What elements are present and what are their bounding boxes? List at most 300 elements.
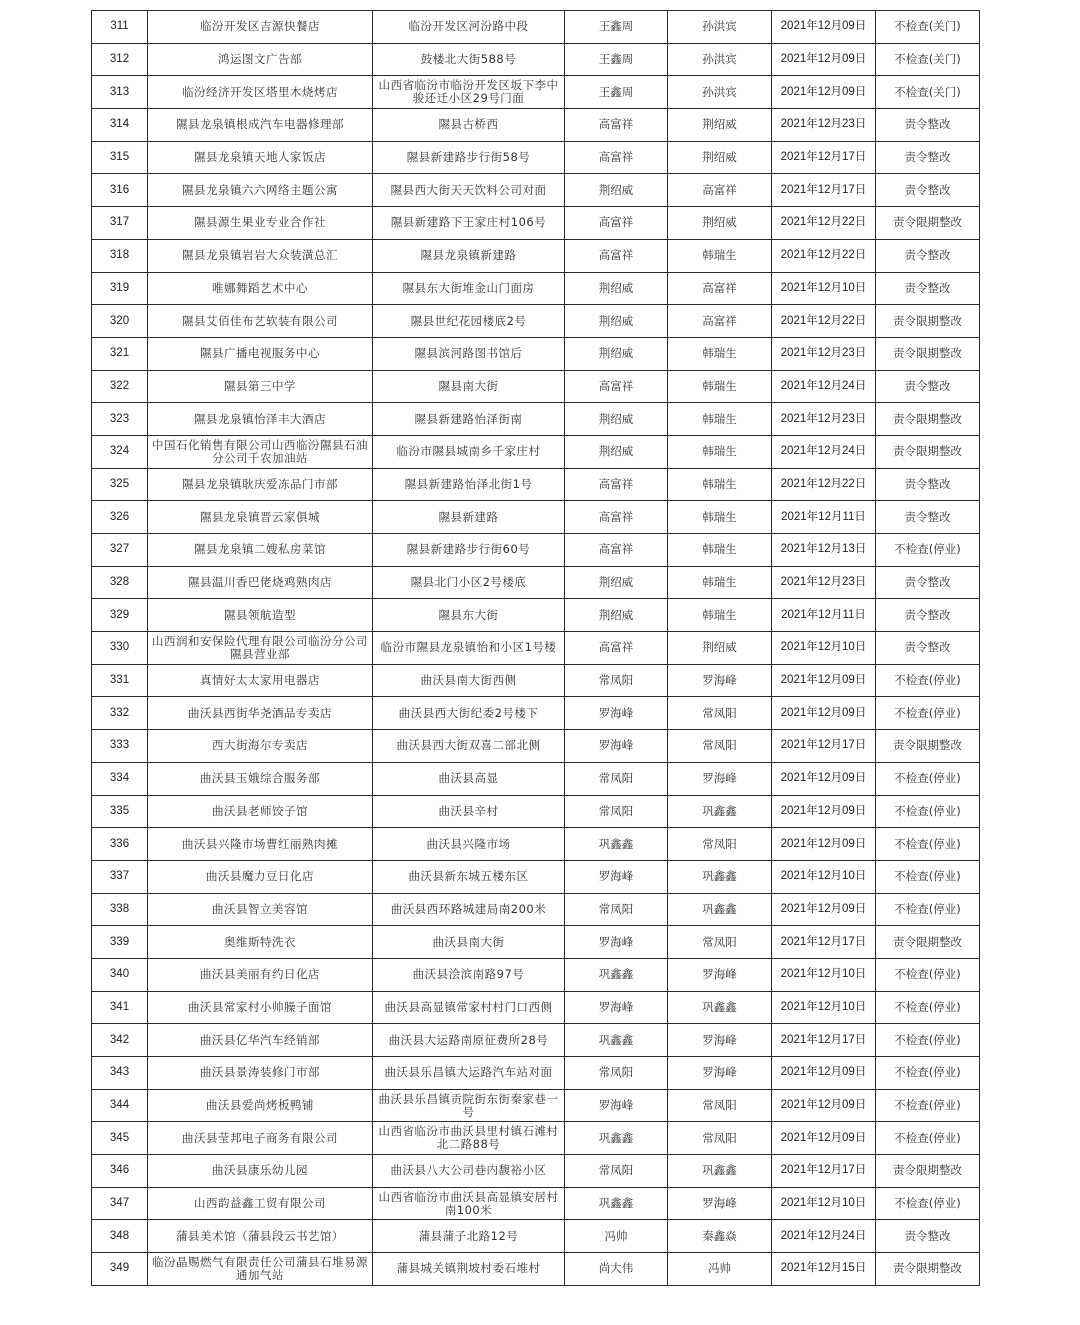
business-name: 隰县龙泉镇二嫂私房菜馆 [148,534,373,567]
business-name: 曲沃县景涛装修门市部 [148,1057,373,1090]
table-row [92,11,980,44]
inspection-date: 2021年12月09日 [772,828,876,861]
inspection-table [91,10,980,1286]
inspection-date: 2021年12月23日 [772,109,876,142]
inspector-secondary: 常凤阳 [668,926,772,959]
business-name: 西大街海尔专卖店 [148,730,373,763]
inspector-secondary: 罗海峰 [668,664,772,697]
row-number: 341 [92,991,148,1024]
table-row [92,566,980,599]
business-name: 山西韵益鑫工贸有限公司 [148,1187,373,1220]
business-address: 隰县南大街 [373,370,565,403]
inspection-result: 不检查(停业) [876,795,980,828]
inspection-result: 责令限期整改 [876,1253,980,1286]
business-name: 临汾开发区吉源快餐店 [148,11,373,44]
inspector-primary: 荆绍威 [565,566,668,599]
table-row [92,762,980,795]
row-number: 315 [92,141,148,174]
inspection-date: 2021年12月10日 [772,991,876,1024]
table-row [92,1122,980,1155]
inspector-primary: 常凤阳 [565,893,668,926]
inspection-result: 不检查(停业) [876,991,980,1024]
row-number: 316 [92,174,148,207]
inspection-result: 责令限期整改 [876,435,980,468]
row-number: 322 [92,370,148,403]
inspection-result: 责令限期整改 [876,926,980,959]
inspector-secondary: 常凤阳 [668,1089,772,1122]
business-name: 唯娜舞蹈艺术中心 [148,272,373,305]
inspection-date: 2021年12月09日 [772,1122,876,1155]
inspector-secondary: 高富祥 [668,272,772,305]
inspection-result: 责令限期整改 [876,730,980,763]
business-address: 曲沃县浍滨南路97号 [373,958,565,991]
inspector-secondary: 孙洪宾 [668,76,772,109]
business-name: 蒲县美术馆（蒲县段云书艺馆） [148,1220,373,1253]
inspection-result: 责令限期整改 [876,337,980,370]
inspection-date: 2021年12月22日 [772,468,876,501]
inspection-result: 责令整改 [876,141,980,174]
inspector-primary: 荆绍威 [565,337,668,370]
table-row [92,43,980,76]
inspection-result: 责令限期整改 [876,207,980,240]
business-name: 隰县艾佰佳布艺软装有限公司 [148,305,373,338]
business-address: 曲沃县大运路南原征费所28号 [373,1024,565,1057]
inspector-secondary: 荆绍威 [668,109,772,142]
row-number: 334 [92,762,148,795]
inspector-secondary: 荆绍威 [668,207,772,240]
business-address: 隰县新建路步行街60号 [373,534,565,567]
inspection-date: 2021年12月22日 [772,305,876,338]
inspector-primary: 高富祥 [565,109,668,142]
business-name: 真情好太太家用电器店 [148,664,373,697]
inspection-result: 不检查(关门) [876,76,980,109]
row-number: 320 [92,305,148,338]
inspector-primary: 罗海峰 [565,1089,668,1122]
row-number: 333 [92,730,148,763]
inspector-secondary: 韩瑞生 [668,534,772,567]
inspector-primary: 荆绍威 [565,599,668,632]
inspection-date: 2021年12月10日 [772,860,876,893]
inspection-result: 责令整改 [876,370,980,403]
inspector-secondary: 常凤阳 [668,697,772,730]
inspector-primary: 荆绍威 [565,435,668,468]
table-row [92,926,980,959]
inspector-primary: 高富祥 [565,632,668,665]
business-name: 曲沃县常家村小帅臊子面馆 [148,991,373,1024]
row-number: 318 [92,239,148,272]
table-row [92,272,980,305]
inspection-date: 2021年12月09日 [772,795,876,828]
business-name: 隰县龙泉镇耿庆爱冻品门市部 [148,468,373,501]
business-address: 曲沃县西大街双喜二部北侧 [373,730,565,763]
inspection-date: 2021年12月17日 [772,926,876,959]
inspection-date: 2021年12月24日 [772,370,876,403]
inspection-date: 2021年12月09日 [772,762,876,795]
row-number: 335 [92,795,148,828]
inspection-result: 责令整改 [876,272,980,305]
business-name: 鸿运图文广告部 [148,43,373,76]
business-address: 隰县西大街天天饮料公司对面 [373,174,565,207]
row-number: 349 [92,1253,148,1286]
table-row [92,958,980,991]
inspection-date: 2021年12月23日 [772,566,876,599]
inspector-primary: 巩鑫鑫 [565,958,668,991]
inspection-date: 2021年12月17日 [772,141,876,174]
business-address: 临汾市隰县城南乡千家庄村 [373,435,565,468]
inspector-primary: 高富祥 [565,207,668,240]
row-number: 342 [92,1024,148,1057]
inspector-secondary: 罗海峰 [668,1187,772,1220]
inspector-primary: 冯帅 [565,1220,668,1253]
inspector-primary: 高富祥 [565,501,668,534]
inspector-secondary: 韩瑞生 [668,239,772,272]
inspector-secondary: 巩鑫鑫 [668,795,772,828]
row-number: 332 [92,697,148,730]
inspector-primary: 巩鑫鑫 [565,1024,668,1057]
inspector-primary: 罗海峰 [565,697,668,730]
inspector-secondary: 韩瑞生 [668,370,772,403]
inspection-date: 2021年12月23日 [772,403,876,436]
business-address: 隰县滨河路图书馆后 [373,337,565,370]
inspector-secondary: 高富祥 [668,305,772,338]
business-name: 隰县龙泉镇根成汽车电器修理部 [148,109,373,142]
inspector-secondary: 罗海峰 [668,958,772,991]
inspector-secondary: 孙洪宾 [668,43,772,76]
inspector-secondary: 常凤阳 [668,828,772,861]
row-number: 317 [92,207,148,240]
business-name: 临汾晶赐燃气有限责任公司蒲县石堆易源通加气站 [148,1253,373,1286]
inspection-result: 责令整改 [876,239,980,272]
business-name: 山西润和安保险代理有限公司临汾分公司隰县营业部 [148,632,373,665]
inspector-secondary: 巩鑫鑫 [668,991,772,1024]
business-name: 曲沃县智立美容馆 [148,893,373,926]
inspection-date: 2021年12月09日 [772,664,876,697]
row-number: 314 [92,109,148,142]
row-number: 312 [92,43,148,76]
business-name: 曲沃县美丽有约日化店 [148,958,373,991]
table-row [92,991,980,1024]
table-row [92,337,980,370]
table-row [92,305,980,338]
inspector-secondary: 韩瑞生 [668,501,772,534]
inspection-date: 2021年12月09日 [772,11,876,44]
inspection-date: 2021年12月22日 [772,207,876,240]
inspector-primary: 高富祥 [565,534,668,567]
business-name: 曲沃县亿华汽车经销部 [148,1024,373,1057]
table-row [92,1057,980,1090]
row-number: 345 [92,1122,148,1155]
business-address: 曲沃县高显镇常家村村门口西侧 [373,991,565,1024]
inspector-secondary: 韩瑞生 [668,566,772,599]
inspection-result: 不检查(停业) [876,1057,980,1090]
business-name: 奥维斯特洗衣 [148,926,373,959]
inspection-result: 责令限期整改 [876,403,980,436]
inspector-primary: 高富祥 [565,370,668,403]
inspection-date: 2021年12月09日 [772,76,876,109]
table-row [92,1220,980,1253]
inspection-result: 责令整改 [876,566,980,599]
inspection-date: 2021年12月22日 [772,239,876,272]
inspector-primary: 罗海峰 [565,926,668,959]
business-address: 曲沃县南大街西侧 [373,664,565,697]
inspector-primary: 罗海峰 [565,730,668,763]
row-number: 336 [92,828,148,861]
inspection-date: 2021年12月24日 [772,435,876,468]
inspector-secondary: 巩鑫鑫 [668,860,772,893]
business-address: 曲沃县西大街纪委2号楼下 [373,697,565,730]
inspection-result: 责令整改 [876,174,980,207]
row-number: 346 [92,1155,148,1188]
inspector-primary: 巩鑫鑫 [565,828,668,861]
inspection-date: 2021年12月09日 [772,697,876,730]
row-number: 330 [92,632,148,665]
inspector-secondary: 高富祥 [668,174,772,207]
inspector-secondary: 韩瑞生 [668,435,772,468]
inspector-primary: 王鑫周 [565,11,668,44]
inspection-result: 不检查(停业) [876,860,980,893]
row-number: 328 [92,566,148,599]
table-row [92,828,980,861]
inspection-date: 2021年12月10日 [772,1187,876,1220]
row-number: 313 [92,76,148,109]
inspector-secondary: 秦鑫焱 [668,1220,772,1253]
table-row [92,109,980,142]
inspection-result: 责令整改 [876,632,980,665]
business-address: 隰县北门小区2号楼底 [373,566,565,599]
inspector-secondary: 巩鑫鑫 [668,1155,772,1188]
business-name: 隰县源生果业专业合作社 [148,207,373,240]
business-address: 临汾市隰县龙泉镇怡和小区1号楼 [373,632,565,665]
business-address: 山西省临汾市临汾开发区坂下李中骏还迁小区29号门面 [373,76,565,109]
inspection-date: 2021年12月17日 [772,174,876,207]
business-name: 曲沃县西街华尧酒品专卖店 [148,697,373,730]
inspection-date: 2021年12月10日 [772,272,876,305]
business-name: 隰县龙泉镇岩岩大众装潢总汇 [148,239,373,272]
business-address: 曲沃县兴隆市场 [373,828,565,861]
business-address: 临汾开发区河汾路中段 [373,11,565,44]
table-row [92,534,980,567]
business-address: 隰县世纪花园楼底2号 [373,305,565,338]
table-row [92,1187,980,1220]
inspector-primary: 常凤阳 [565,795,668,828]
business-name: 隰县温川香巴佬烧鸡熟肉店 [148,566,373,599]
inspection-date: 2021年12月10日 [772,632,876,665]
business-name: 隰县广播电视服务中心 [148,337,373,370]
table-row [92,1024,980,1057]
inspector-secondary: 常凤阳 [668,1122,772,1155]
inspection-result: 不检查(停业) [876,958,980,991]
inspection-date: 2021年12月10日 [772,958,876,991]
row-number: 343 [92,1057,148,1090]
inspector-primary: 常凤阳 [565,762,668,795]
business-address: 隰县新建路步行街58号 [373,141,565,174]
business-address: 隰县新建路怡泽北街1号 [373,468,565,501]
table-row [92,1089,980,1122]
table-row [92,1253,980,1286]
row-number: 329 [92,599,148,632]
business-address: 曲沃县南大街 [373,926,565,959]
table-row [92,370,980,403]
business-address: 隰县新建路下王家庄村106号 [373,207,565,240]
inspection-result: 不检查(停业) [876,893,980,926]
business-name: 隰县第三中学 [148,370,373,403]
inspection-date: 2021年12月09日 [772,1089,876,1122]
row-number: 340 [92,958,148,991]
inspector-secondary: 巩鑫鑫 [668,893,772,926]
row-number: 311 [92,11,148,44]
inspection-result: 不检查(停业) [876,697,980,730]
inspection-result: 不检查(停业) [876,828,980,861]
inspection-date: 2021年12月09日 [772,43,876,76]
row-number: 338 [92,893,148,926]
inspection-date: 2021年12月11日 [772,599,876,632]
inspector-secondary: 韩瑞生 [668,403,772,436]
row-number: 326 [92,501,148,534]
table-row [92,435,980,468]
inspector-secondary: 荆绍威 [668,141,772,174]
business-name: 曲沃县康乐幼儿园 [148,1155,373,1188]
business-address: 隰县龙泉镇新建路 [373,239,565,272]
table-row [92,893,980,926]
inspection-result: 责令整改 [876,1220,980,1253]
inspector-secondary: 韩瑞生 [668,599,772,632]
table-row [92,239,980,272]
inspector-secondary: 韩瑞生 [668,337,772,370]
row-number: 337 [92,860,148,893]
table-row [92,697,980,730]
inspection-result: 不检查(停业) [876,664,980,697]
business-address: 隰县新建路 [373,501,565,534]
inspection-date: 2021年12月17日 [772,1155,876,1188]
business-address: 隰县古桥西 [373,109,565,142]
business-address: 蒲县城关镇荆坡村委石堆村 [373,1253,565,1286]
business-address: 蒲县蒲子北路12号 [373,1220,565,1253]
inspection-date: 2021年12月11日 [772,501,876,534]
inspection-date: 2021年12月17日 [772,1024,876,1057]
inspection-result: 责令整改 [876,501,980,534]
inspector-primary: 高富祥 [565,468,668,501]
inspection-result: 责令限期整改 [876,1155,980,1188]
business-address: 山西省临汾市曲沃县高显镇安居村南100米 [373,1187,565,1220]
table-row [92,664,980,697]
inspector-primary: 常凤阳 [565,664,668,697]
inspector-primary: 王鑫周 [565,43,668,76]
inspection-result: 责令整改 [876,599,980,632]
business-address: 鼓楼北大街588号 [373,43,565,76]
business-name: 曲沃县莹邦电子商务有限公司 [148,1122,373,1155]
inspector-secondary: 荆绍威 [668,632,772,665]
inspector-secondary: 罗海峰 [668,762,772,795]
business-name: 曲沃县老师饺子馆 [148,795,373,828]
business-address: 曲沃县高显 [373,762,565,795]
inspector-secondary: 常凤阳 [668,730,772,763]
business-address: 隰县东大街 [373,599,565,632]
inspector-secondary: 冯帅 [668,1253,772,1286]
row-number: 347 [92,1187,148,1220]
inspection-result: 不检查(停业) [876,1024,980,1057]
inspection-result: 不检查(关门) [876,43,980,76]
inspector-primary: 罗海峰 [565,991,668,1024]
inspector-primary: 巩鑫鑫 [565,1122,668,1155]
inspection-result: 不检查(关门) [876,11,980,44]
business-address: 曲沃县新东城五楼东区 [373,860,565,893]
row-number: 344 [92,1089,148,1122]
business-address: 山西省临汾市曲沃县里村镇石滩村北二路88号 [373,1122,565,1155]
table-row [92,141,980,174]
inspector-primary: 荆绍威 [565,403,668,436]
inspection-result: 责令限期整改 [876,305,980,338]
business-name: 隰县领航造型 [148,599,373,632]
inspection-result: 不检查(停业) [876,1187,980,1220]
inspection-result: 不检查(停业) [876,1089,980,1122]
business-address: 曲沃县乐昌镇大运路汽车站对面 [373,1057,565,1090]
business-name: 临汾经济开发区塔里木烧烤店 [148,76,373,109]
inspection-result: 不检查(停业) [876,762,980,795]
inspection-result: 责令整改 [876,468,980,501]
inspection-result: 不检查(停业) [876,1122,980,1155]
business-name: 曲沃县兴隆市场曹红丽熟肉摊 [148,828,373,861]
inspection-result: 不检查(停业) [876,534,980,567]
business-name: 曲沃县玉娥综合服务部 [148,762,373,795]
inspector-secondary: 罗海峰 [668,1024,772,1057]
table-row [92,860,980,893]
inspector-primary: 常凤阳 [565,1057,668,1090]
inspector-primary: 巩鑫鑫 [565,1187,668,1220]
business-name: 隰县龙泉镇六六网络主题公寓 [148,174,373,207]
row-number: 325 [92,468,148,501]
business-name: 隰县龙泉镇晋云家俱城 [148,501,373,534]
table-row [92,403,980,436]
inspection-date: 2021年12月23日 [772,337,876,370]
row-number: 319 [92,272,148,305]
row-number: 321 [92,337,148,370]
table-row [92,76,980,109]
business-address: 曲沃县西环路城建局南200米 [373,893,565,926]
business-name: 曲沃县魔力豆日化店 [148,860,373,893]
business-name: 曲沃县爱尚烤板鸭铺 [148,1089,373,1122]
table-row [92,795,980,828]
inspector-primary: 荆绍威 [565,305,668,338]
table-body [92,11,980,1286]
table-row [92,1155,980,1188]
inspection-date: 2021年12月13日 [772,534,876,567]
business-address: 隰县东大街堆金山门面房 [373,272,565,305]
table-row [92,207,980,240]
inspector-primary: 荆绍威 [565,272,668,305]
inspection-date: 2021年12月15日 [772,1253,876,1286]
inspection-date: 2021年12月09日 [772,1057,876,1090]
inspector-primary: 王鑫周 [565,76,668,109]
inspector-primary: 高富祥 [565,239,668,272]
inspector-primary: 尚大伟 [565,1253,668,1286]
business-name: 隰县龙泉镇怡泽丰大酒店 [148,403,373,436]
inspection-result: 责令整改 [876,109,980,142]
business-name: 隰县龙泉镇天地人家饭店 [148,141,373,174]
table-row [92,468,980,501]
row-number: 348 [92,1220,148,1253]
business-address: 曲沃县八大公司巷内馥裕小区 [373,1155,565,1188]
inspector-primary: 罗海峰 [565,860,668,893]
table-row [92,501,980,534]
inspector-secondary: 孙洪宾 [668,11,772,44]
business-address: 曲沃县乐昌镇贡院街东街秦家巷一号 [373,1089,565,1122]
inspection-date: 2021年12月09日 [772,893,876,926]
table-row [92,174,980,207]
inspection-date: 2021年12月24日 [772,1220,876,1253]
business-address: 隰县新建路怡泽街南 [373,403,565,436]
table-row [92,632,980,665]
inspector-primary: 高富祥 [565,141,668,174]
